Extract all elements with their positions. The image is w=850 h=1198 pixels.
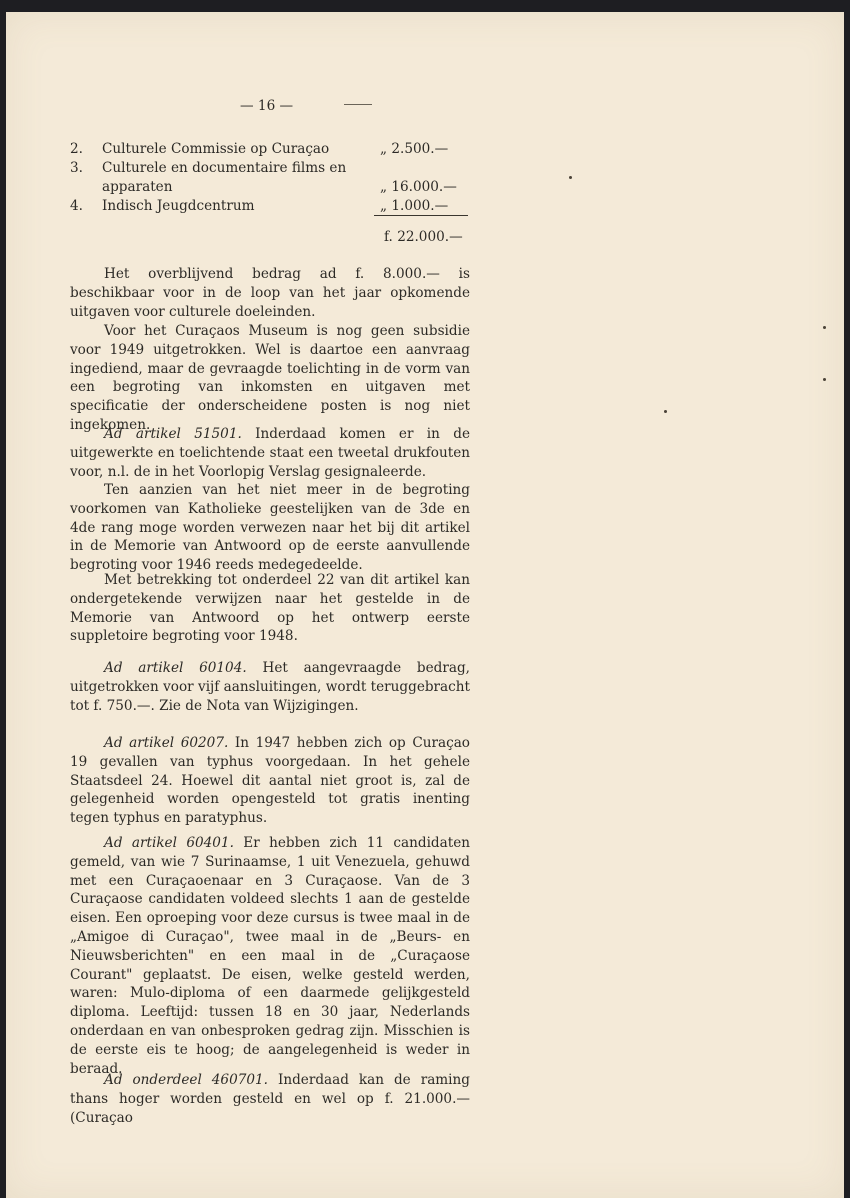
paragraph: Het overblijvend bedrag ad f. 8.000.— is beschikbaar voor in de loop van het jaar opkomende uitgaven voor culturele doeleinden. (70, 266, 470, 320)
budget-items-list (70, 140, 470, 216)
item-amount: „ 2.500.— (380, 141, 449, 157)
list-item (70, 140, 470, 159)
item-number: 2. (70, 141, 83, 157)
stray-mark (344, 104, 372, 105)
paragraph: Met betrekking tot onderdeel 22 van dit artikel kan ondergetekende verwijzen naar het gestelde in de Memorie van Antwoord op het ontwerp eerste suppletoire begroting voor 1948. (70, 572, 470, 645)
article-reference: Ad artikel 51501. (104, 426, 242, 442)
paragraph: Ad artikel 60401. Er hebben zich 11 candidaten gemeld, van wie 7 Surinaamse, 1 uit Venezuela, gehuwd met een Curaçaoenaar en 3 Curaçaose. Van de 3 Curaçaose candidaten voldeed slechts 1 aan de gestelde eisen. Een oproeping voor deze cursus is twee maal in de „Amigoe di Curaçao", twee maal in de „Beurs- en Nieuwsberichten" en een maal in de „Curaçaose Courant" geplaatst. De eisen, welke gesteld werden, waren: Mulo-diploma of een daarmede gelijkgesteld diploma. Leeftijd: tussen 18 en 30 jaar, Nederlands onderdaan en van onbesproken gedrag zijn. Misschien is de eerste eis te hoog; de aangelegenheid is weder in beraad. (70, 835, 470, 1077)
list-item (70, 159, 470, 178)
item-amount: „ 16.000.— (380, 179, 457, 195)
paragraph: Ad artikel 60104. Het aangevraagde bedrag, uitgetrokken voor vijf aansluitingen, wordt teruggebracht tot f. 750.—. Zie de Nota van Wijzigingen. (70, 660, 470, 714)
paragraph: Voor het Curaçaos Museum is nog geen subsidie voor 1949 uitgetrokken. Wel is daartoe een aanvraag ingediend, maar de gevraagde toelichting in de vorm van een begroting van inkomsten en uitgaven met specificatie der onderscheidene posten is nog niet ingekomen. (70, 323, 470, 433)
paragraph: Ad artikel 51501. Inderdaad komen er in de uitgewerkte en toelichtende staat een tweetal drukfouten voor, n.l. de in het Voorlopig Verslag gesignaleerde. (70, 426, 470, 480)
article-reference: Ad artikel 60104. (104, 660, 247, 676)
paragraph: Ten aanzien van het niet meer in de begroting voorkomen van Katholieke geestelijken van de 3de en 4de rang moge worden verwezen naar het bij dit artikel in de Memorie van Antwoord op de eerste aanvullende begroting voor 1946 reeds medegedeelde. (70, 482, 470, 574)
paragraph: Ad onderdeel 460701. Inderdaad kan de raming thans hoger worden gesteld en wel op f. 21.000.— (Curaçao (70, 1072, 470, 1126)
paragraph: Ad artikel 60207. In 1947 hebben zich op Curaçao 19 gevallen van typhus voorgedaan. In het gehele Staatsdeel 24. Hoewel dit aantal niet groot is, zal de gelegenheid worden opengesteld tot gratis inenting tegen typhus en paratyphus. (70, 735, 470, 827)
item-label: apparaten (102, 179, 173, 195)
article-reference: Ad onderdeel 460701. (104, 1072, 268, 1088)
article-reference: Ad artikel 60207. (104, 735, 229, 751)
paper-speck (569, 176, 572, 179)
paper-speck (664, 410, 667, 413)
item-number: 4. (70, 198, 83, 214)
page-number: — 16 — (240, 98, 294, 114)
list-item (70, 197, 470, 216)
item-label: Culturele en documentaire films en (102, 160, 347, 176)
article-reference: Ad artikel 60401. (104, 835, 234, 851)
total-amount: f. 22.000.— (384, 229, 463, 245)
paper-speck (823, 378, 826, 381)
paper-speck (823, 326, 826, 329)
item-amount: „ 1.000.— (380, 198, 449, 214)
item-number: 3. (70, 160, 83, 176)
total-rule (374, 215, 468, 216)
list-item (70, 178, 470, 197)
item-label: Culturele Commissie op Curaçao (102, 141, 330, 157)
item-label: Indisch Jeugdcentrum (102, 198, 255, 214)
